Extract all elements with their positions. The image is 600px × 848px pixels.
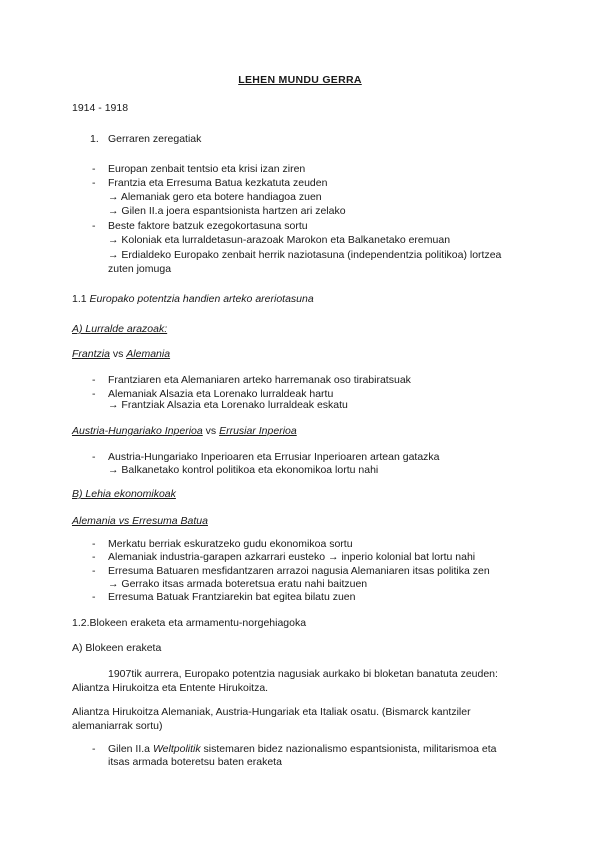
heading-a: Austria-Hungariako Inperioa xyxy=(72,425,203,437)
section-1-heading: Gerraren zeregatiak xyxy=(108,133,202,145)
list-item: → Frantziak Alsazia eta Lorenako lurraldeak eskatu xyxy=(108,399,348,411)
document-title: LEHEN MUNDU GERRA xyxy=(238,74,362,86)
list-item: zuten jomuga xyxy=(108,263,172,275)
heading-b: Alemania xyxy=(126,348,171,360)
bullet: - xyxy=(92,591,96,603)
heading-b: Errusiar Inperioa xyxy=(219,425,297,437)
list-item: Europan zenbait tentsio eta krisi izan ziren xyxy=(108,163,306,175)
blocks-heading: A) Blokeen eraketa xyxy=(72,642,162,654)
list-item: Merkatu berriak eskuratzeko gudu ekonomikoa sortu xyxy=(108,538,353,550)
list-item: Alemaniak Alsazia eta Lorenako lurraldeak hartu xyxy=(108,388,334,400)
bullet: - xyxy=(92,538,96,550)
subsection-heading: Europako potentzia handien arteko areriotasuna xyxy=(89,293,314,305)
text-pre: Gilen II.a xyxy=(108,743,151,755)
subsection-number: 1.1 xyxy=(72,293,87,305)
bullet: - xyxy=(92,177,96,189)
list-item xyxy=(108,742,497,756)
heading-a: Frantzia xyxy=(72,348,110,360)
list-item: → Erdialdeko Europako zenbait herrik naziotasuna (independentzia politikoa) lortzea xyxy=(108,249,502,261)
list-item: Erresuma Batuak Frantziarekin bat egitea bilatu zuen xyxy=(108,591,356,603)
list-item: → Gilen II.a joera espantsionista hartzen ari zelako xyxy=(108,205,346,217)
list-item: Frantzia eta Erresuma Batua kezkatuta zeuden xyxy=(108,177,328,189)
part-a-heading: A) Lurralde arazoak: xyxy=(72,323,168,335)
bullet: - xyxy=(92,374,96,386)
austria-heading xyxy=(72,424,297,438)
list-item: Austria-Hungariako Inperioaren eta Errusiar Inperioaren artean gatazka xyxy=(108,451,440,463)
weltpolitik-term: Weltpolitik xyxy=(152,743,201,755)
subsection-1-1 xyxy=(72,292,314,306)
bullet: - xyxy=(92,388,96,400)
part-b-heading: B) Lehia ekonomikoak xyxy=(72,488,176,500)
subsection-1-2: 1.2.Blokeen eraketa eta armamentu-norgehiagoka xyxy=(72,617,307,629)
dates: 1914 - 1918 xyxy=(72,102,129,114)
bullet: - xyxy=(92,163,96,175)
list-item: → Koloniak eta lurraldetasun-arazoak Marokon eta Balkanetako eremuan xyxy=(108,234,451,246)
paragraph-line: alemaniarrak sortu) xyxy=(72,720,163,732)
france-heading xyxy=(72,347,170,361)
heading-vs: vs xyxy=(112,348,124,360)
list-item: Beste faktore batzuk ezegokortasuna sortu xyxy=(108,220,308,232)
list-item: → Balkanetako kontrol politikoa eta ekonomikoa lortu nahi xyxy=(108,464,379,476)
bullet: - xyxy=(92,451,96,463)
list-item: → Alemaniak gero eta botere handiagoa zuen xyxy=(108,191,322,203)
bullet: - xyxy=(92,743,96,755)
bullet: - xyxy=(92,565,96,577)
list-item: itsas armada boteretsu baten eraketa xyxy=(108,756,282,768)
list-item: Erresuma Batuaren mesfidantzaren arrazoi nagusia Alemaniaren itsas politika zen xyxy=(108,565,490,577)
bullet: - xyxy=(92,220,96,232)
list-item: Alemaniak industria-garapen azkarrari eusteko → inperio kolonial bat lortu nahi xyxy=(108,551,476,563)
bullet: - xyxy=(92,551,96,563)
list-item: Frantziaren eta Alemaniaren arteko harremanak oso tirabiratsuak xyxy=(108,374,411,386)
econ-heading: Alemania vs Erresuma Batua xyxy=(72,515,208,527)
heading-vs: vs xyxy=(205,425,217,437)
section-1-number: 1. xyxy=(90,133,99,145)
list-item: → Gerrako itsas armada boteretsua eratu nahi baitzuen xyxy=(108,578,368,590)
paragraph-line: Aliantza Hirukoitza Alemaniak, Austria-Hungariak eta Italiak osatu. (Bismarck kantziler xyxy=(72,706,471,718)
paragraph-line: Aliantza Hirukoitza eta Entente Hirukoitza. xyxy=(72,682,269,694)
paragraph-line: 1907tik aurrera, Europako potentzia nagusiak aurkako bi bloketan banatuta zeuden: xyxy=(108,668,498,680)
text-post: sistemaren bidez nazionalismo espantsionista, militarismoa eta xyxy=(203,743,497,755)
